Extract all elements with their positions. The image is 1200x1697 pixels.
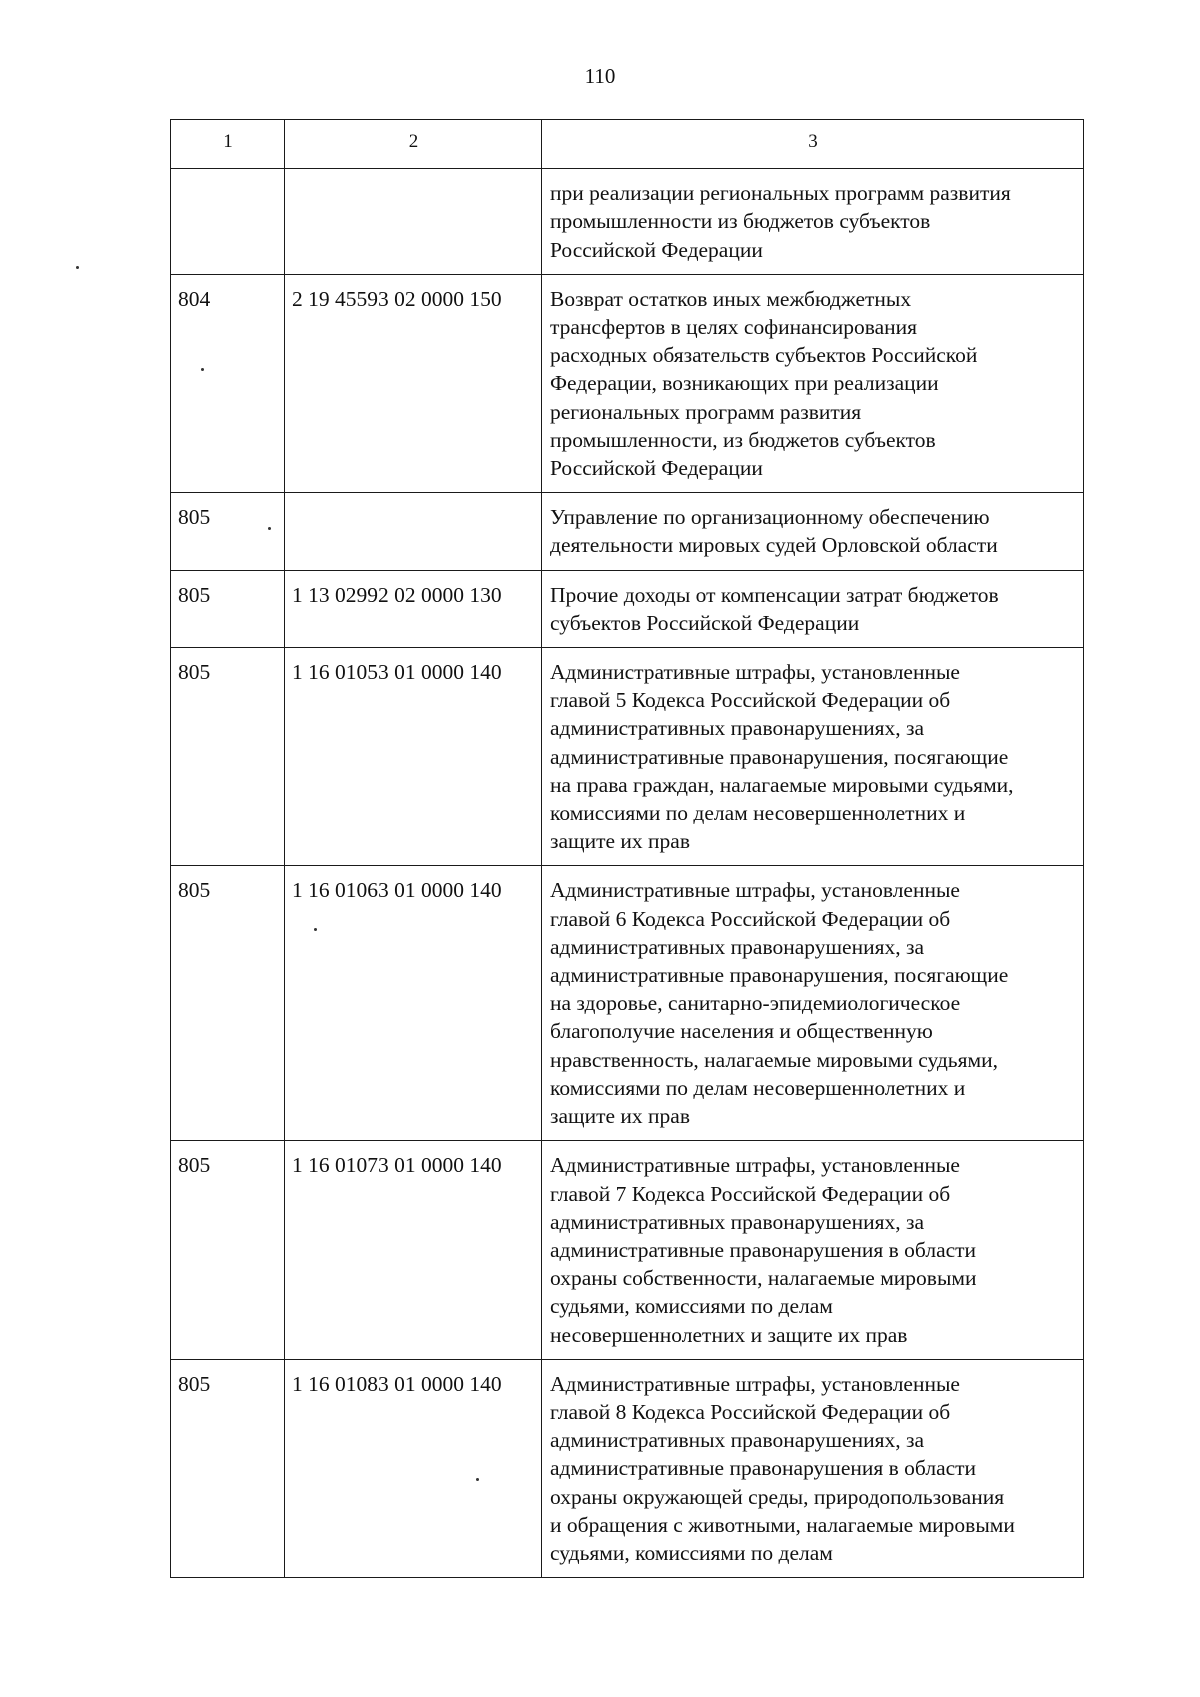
description-line: субъектов Российской Федерации [550,610,860,635]
table-row [171,493,1084,570]
table-body [171,169,1084,1578]
description-line: административные правонарушения в области [550,1237,977,1262]
admin-code-cell [171,169,285,275]
description-line: Административные штрафы, установленные [550,878,960,903]
description-line: административных правонарушениях, за [550,1209,925,1234]
description-line: административных правонарушениях, за [550,716,925,741]
admin-code-cell: 805 [171,648,285,866]
budget-classification-code-cell [285,493,542,570]
description-line: на права граждан, налагаемые мировыми судьями, [550,772,1014,797]
header-col-1: 1 [171,120,285,169]
table-row [171,1359,1084,1577]
admin-code-cell: 805 [171,1359,285,1577]
table-row [171,648,1084,866]
income-description-cell [542,169,1084,275]
budget-classification-code-cell: 2 19 45593 02 0000 150 [285,274,542,492]
budget-classification-code-cell: 1 16 01053 01 0000 140 [285,648,542,866]
description-line: защите их прав [550,829,690,854]
description-line: административные правонарушения в области [550,1456,977,1481]
description-line: промышленности, из бюджетов субъектов [550,427,936,452]
description-line: главой 5 Кодекса Российской Федерации об [550,688,951,713]
admin-code-cell: 804 [171,274,285,492]
income-description-cell [542,866,1084,1141]
description-line: Прочие доходы от компенсации затрат бюджетов [550,582,999,607]
description-line: расходных обязательств субъектов Российской [550,343,978,368]
description-line: Управление по организационному обеспечению [550,505,990,530]
description-line: охраны собственности, налагаемые мировыми [550,1266,977,1291]
description-line: комиссиями по делам несовершеннолетних и [550,801,966,826]
table-row [171,570,1084,647]
description-line: на здоровье, санитарно-эпидемиологическое [550,991,961,1016]
income-description-cell [542,570,1084,647]
scan-speck [76,266,79,269]
budget-classification-code-cell: 1 13 02992 02 0000 130 [285,570,542,647]
table-row [171,866,1084,1141]
description-line: Российской Федерации [550,237,763,262]
table-row [171,274,1084,492]
description-line: региональных программ развития [550,399,862,424]
description-line: нравственность, налагаемые мировыми судьями, [550,1047,998,1072]
table-row [171,169,1084,275]
budget-codes-table [170,119,1084,1578]
description-line: несовершеннолетних и защите их прав [550,1322,908,1347]
description-line: охраны окружающей среды, природопользования [550,1484,1005,1509]
income-description-cell [542,648,1084,866]
table-row [171,1141,1084,1359]
description-line: комиссиями по делам несовершеннолетних и [550,1075,966,1100]
description-line: главой 6 Кодекса Российской Федерации об [550,906,951,931]
budget-classification-code-cell: 1 16 01083 01 0000 140 [285,1359,542,1577]
description-line: главой 8 Кодекса Российской Федерации об [550,1399,951,1424]
description-line: промышленности из бюджетов субъектов [550,209,931,234]
budget-classification-code-cell: 1 16 01073 01 0000 140 [285,1141,542,1359]
description-line: административные правонарушения, посягающие [550,744,1009,769]
scan-speck [314,928,317,931]
description-line: административных правонарушениях, за [550,1428,925,1453]
admin-code-cell: 805 [171,866,285,1141]
description-line: судьями, комиссиями по делам [550,1540,833,1565]
income-description-cell [542,274,1084,492]
budget-classification-code-cell: 1 16 01063 01 0000 140 [285,866,542,1141]
header-row [171,120,1084,169]
description-line: Административные штрафы, установленные [550,1371,960,1396]
income-description-cell [542,493,1084,570]
description-line: деятельности мировых судей Орловской области [550,533,998,558]
description-line: судьями, комиссиями по делам [550,1294,833,1319]
scan-speck [476,1478,479,1481]
scan-speck [268,527,271,530]
income-description-cell [542,1141,1084,1359]
description-line: Возврат остатков иных межбюджетных [550,286,912,311]
income-description-cell [542,1359,1084,1577]
header-col-2: 2 [285,120,542,169]
description-line: Административные штрафы, установленные [550,660,960,685]
budget-classification-code-cell [285,169,542,275]
description-line: защите их прав [550,1104,690,1129]
description-line: Российской Федерации [550,456,763,481]
header-col-3: 3 [542,120,1084,169]
description-line: Административные штрафы, установленные [550,1153,960,1178]
scan-speck [201,368,204,371]
description-line: административных правонарушениях, за [550,934,925,959]
description-line: Федерации, возникающих при реализации [550,371,939,396]
admin-code-cell: 805 [171,570,285,647]
table-header [171,120,1084,169]
description-line: административные правонарушения, посягающие [550,963,1009,988]
description-line: трансфертов в целях софинансирования [550,315,918,340]
page-number: 110 [584,64,616,88]
description-line: главой 7 Кодекса Российской Федерации об [550,1181,951,1206]
description-line: при реализации региональных программ развития [550,181,1011,206]
description-line: благополучие населения и общественную [550,1019,933,1044]
description-line: и обращения с животными, налагаемые мировыми [550,1512,1015,1537]
admin-code-cell: 805 [171,493,285,570]
admin-code-cell: 805 [171,1141,285,1359]
